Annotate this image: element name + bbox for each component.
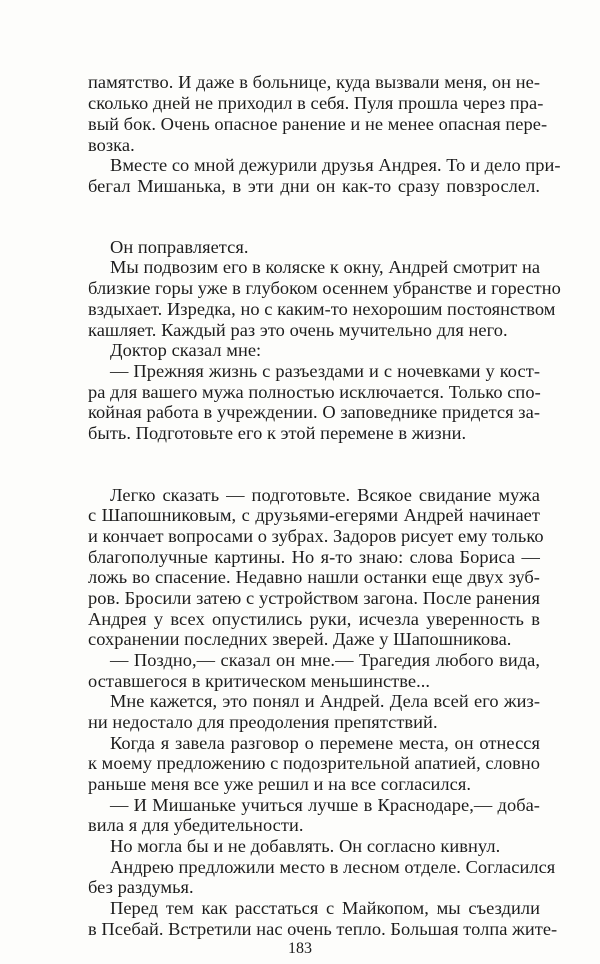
text-line: ни недостало для преодоления препятствий. (88, 712, 438, 732)
text-line: сохранении последних зверей. Даже у Шапошникова. (88, 629, 512, 649)
text-line: Мы подвозим его в коляске к окну, Андрей смотрит на (110, 257, 541, 277)
text-line: Перед тем как расстаться с Майкопом, мы съездили (110, 898, 540, 918)
text-line: — Прежняя жизнь с разъездами и с ночевками у кост- (110, 361, 540, 381)
text-line: Он поправляется. (110, 237, 249, 257)
text-line: вздыхает. Изредка, но с каким-то нехорошим постоянством (88, 299, 556, 319)
text-line: Вместе со мной дежурили друзья Андрея. То и дело при- (110, 155, 561, 175)
text-line: Андрея у всех опустились руки, исчезла уверенность в (88, 609, 540, 629)
text-line: Легко сказать — подготовьте. Всякое свидание мужа (110, 485, 540, 505)
text-line: без раздумья. (88, 877, 194, 897)
page-number: 183 (288, 940, 312, 957)
text-line: Доктор сказал мне: (110, 340, 262, 360)
text-line: раньше меня все уже решил и на все согласился. (88, 774, 472, 794)
text-line: Но могла бы и не добавлять. Он согласно кивнул. (110, 836, 501, 856)
text-line: — И Мишаньке учиться лучше в Краснодаре,— доба- (110, 795, 540, 815)
text-line: в Псебай. Встретили нас очень тепло. Большая толпа жите- (88, 919, 558, 939)
text-line: с Шапошниковым, с друзьями-егерями Андрей начинает (88, 505, 540, 525)
text-line: бегал Мишанька, в эти дни он как-то сразу повзрослел. (88, 176, 540, 196)
text-line: Андрею предложили место в лесном отделе. Согласился (110, 857, 556, 877)
text-line: вила я для убедительности. (88, 815, 304, 835)
text-line: Мне кажется, это понял и Андрей. Дела всей его жиз- (110, 691, 540, 711)
text-line: — Поздно,— сказал он мне.— Трагедия любого вида, (110, 650, 540, 670)
text-line: к моему предложению с подозрительной апатией, словно (88, 753, 540, 773)
text-line: и кончает вопросами о зубрах. Задоров рисует ему только (88, 526, 544, 546)
text-line: вый бок. Очень опасное ранение и не менее опасная пере- (88, 114, 548, 134)
text-line: ложь во спасение. Недавно нашли останки еще двух зуб- (88, 567, 540, 587)
text-line: памятство. И даже в больнице, куда вызвали меня, он не- (88, 72, 540, 92)
text-line: возка. (88, 135, 135, 155)
text-line: благополучные картины. Но я-то знаю: слова Бориса — (88, 547, 540, 567)
text-line: ра для вашего мужа полностью исключается. Только спо- (88, 382, 541, 402)
text-line: сколько дней не приходил в себя. Пуля прошла через пра- (88, 93, 544, 113)
text-line: койная работа в учреждении. О заповеднике придется за- (88, 402, 540, 422)
text-line: оставшегося в критическом меньшинстве... (88, 671, 431, 691)
text-line: близкие горы уже в глубоком осеннем убранстве и горестно (88, 278, 561, 298)
text-line: ров. Бросили затею с устройством загона. После ранения (88, 588, 540, 608)
text-line: Когда я завела разговор о перемене места, он отнесся (110, 733, 540, 753)
text-line: кашляет. Каждый раз это очень мучительно для него. (88, 320, 508, 340)
text-line: быть. Подготовьте его к этой перемене в жизни. (88, 423, 467, 443)
